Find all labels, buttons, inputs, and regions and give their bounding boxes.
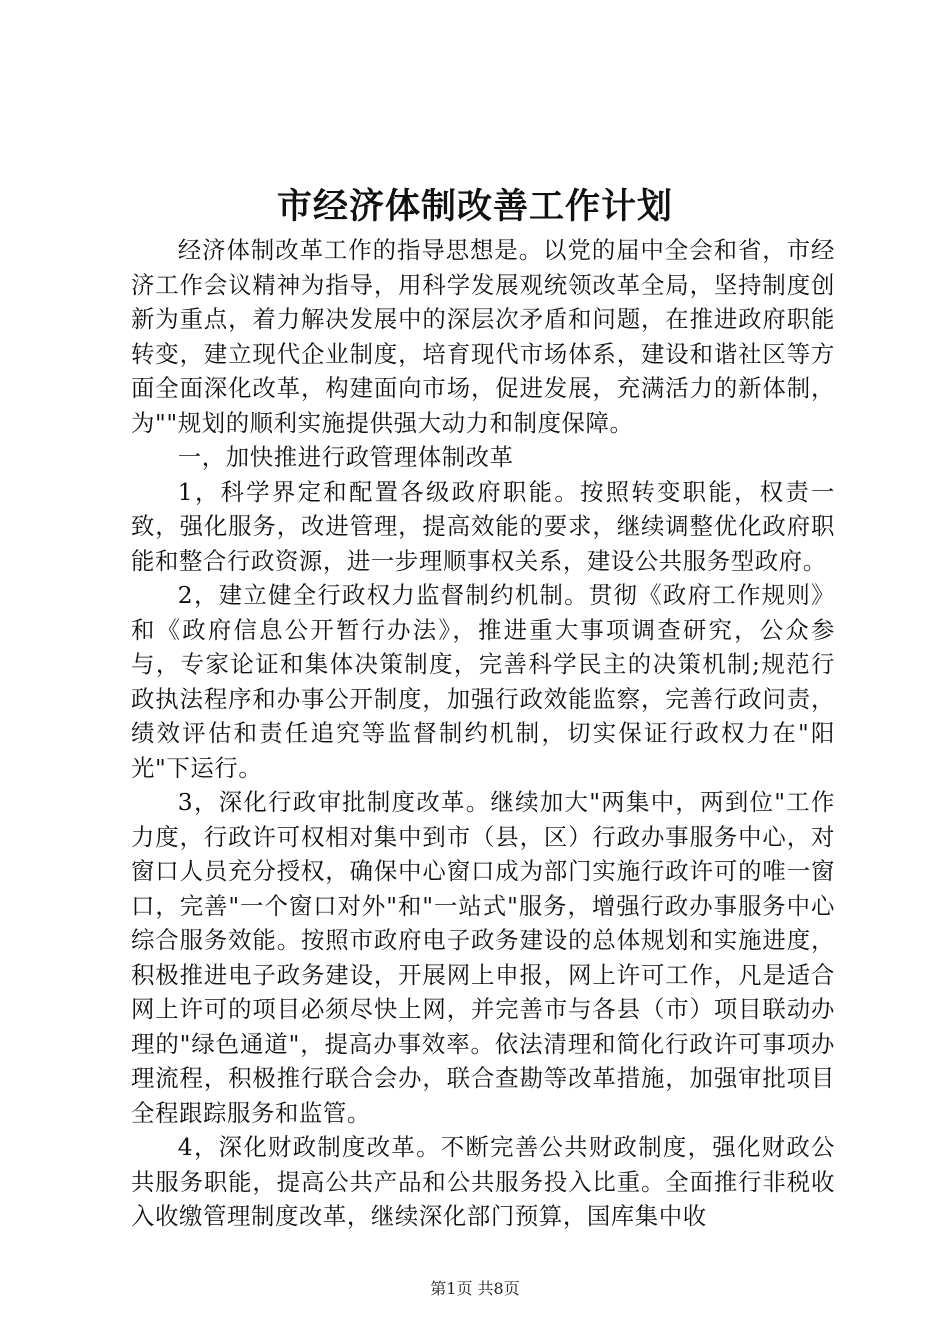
paragraph-item-4: 4，深化财政制度改革。不断完善公共财政制度，强化财政公共服务职能，提高公共产品和公共服务投入比重。全面推行非税收入收缴管理制度改革，继续深化部门预算，国库集中收	[131, 1133, 835, 1230]
paragraph-item-3: 3，深化行政审批制度改革。继续加大"两集中，两到位"工作力度，行政许可权相对集中到市（县，区）行政办事服务中心，对窗口人员充分授权，确保中心窗口成为部门实施行政许可的唯一窗口，完善"一个窗口对外"和"一站式"服务，增强行政办事服务中心综合服务效能。按照市政府电子政务建设的总体规划和实施进度，积极推进电子政务建设，开展网上申报，网上许可工作，凡是适合网上许可的项目必须尽快上网，并完善市与各县（市）项目联动办理的"绿色通道"，提高办事效率。依法清理和简化行政许可事项办理流程，积极推行联合会办，联合查勘等改革措施，加强审批项目全程跟踪服务和监管。	[131, 788, 835, 1127]
paragraph-guiding-ideology: 经济体制改革工作的指导思想是。以党的届中全会和省，市经济工作会议精神为指导，用科学发展观统领改革全局，坚持制度创新为重点，着力解决发展中的深层次矛盾和问题，在推进政府职能转变，建立现代企业制度，培育现代市场体系，建设和谐社区等方面全面深化改革，构建面向市场，促进发展，充满活力的新体制，为""规划的顺利实施提供强大动力和制度保障。	[131, 236, 835, 437]
paragraph-item-1: 1，科学界定和配置各级政府职能。按照转变职能，权责一致，强化服务，改进管理，提高效能的要求，继续调整优化政府职能和整合行政资源，进一步理顺事权关系，建设公共服务型政府。	[131, 477, 835, 575]
document-title: 市经济体制改善工作计划	[276, 186, 673, 227]
document-body	[131, 233, 835, 1234]
section-heading-1: 一，加快推进行政管理体制改革	[177, 443, 514, 471]
page-number-footer: 第1页 共8页	[430, 1279, 520, 1298]
paragraph-item-2: 2，建立健全行政权力监督制约机制。贯彻《政府工作规则》和《政府信息公开暂行办法》，推进重大事项调查研究，公众参与，专家论证和集体决策制度，完善科学民主的决策机制;规范行政执法程序和办事公开制度，加强行政效能监察，完善行政问责，绩效评估和责任追究等监督制约机制，切实保证行政权力在"阳光"下运行。	[131, 581, 835, 782]
